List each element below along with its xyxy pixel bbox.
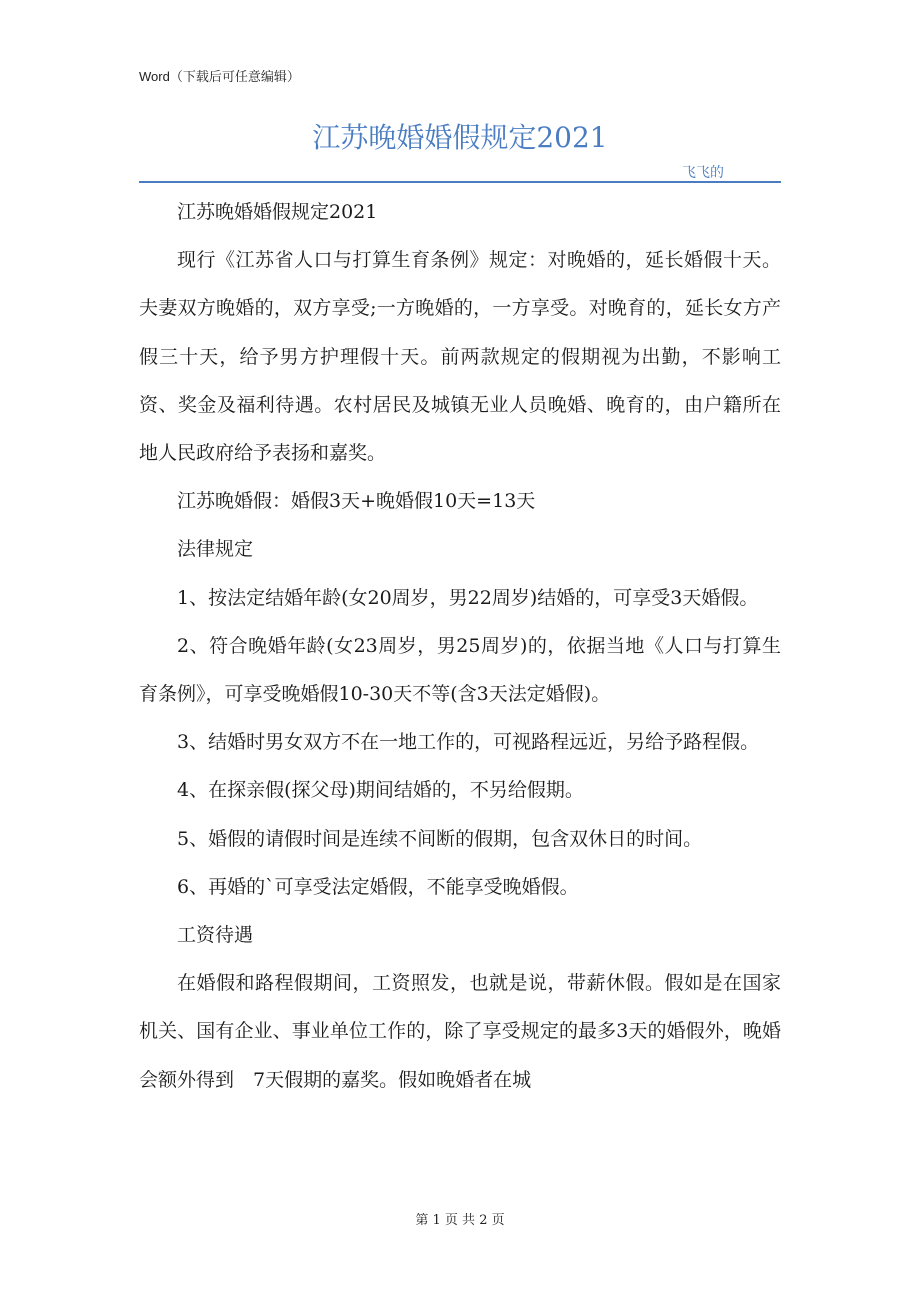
document-title: 江苏晚婚婚假规定2021 — [312, 121, 608, 154]
title-divider — [139, 181, 781, 183]
list-item-3: 3、结婚时男女双方不在一地工作的，可视路程远近，另给予路程假。 — [177, 731, 760, 754]
list-item-2: 2、符合晚婚年龄(女23周岁，男25周岁)的，依据当地《人口与打算生育条例》，可享受晚婚假10-30天不等(含3天法定婚假)。 — [139, 634, 781, 706]
list-item-6: 6、再婚的`可享受法定婚假，不能享受晚婚假。 — [177, 875, 579, 898]
author-name: 飞飞的 — [682, 165, 724, 181]
section-heading-legal: 法律规定 — [177, 538, 254, 561]
page-footer: 第 1 页 共 2 页 — [415, 1213, 505, 1228]
document-body — [139, 188, 781, 1104]
list-item-1: 1、按法定结婚年龄(女20周岁，男22周岁)结婚的，可享受3天婚假。 — [177, 586, 759, 609]
body-paragraph-heading: 江苏晚婚婚假规定2021 — [177, 201, 378, 223]
body-paragraph-regulation: 现行《江苏省人口与打算生育条例》规定：对晚婚的，延长婚假十天。夫妻双方晚婚的，双方享受;一方晚婚的，一方享受。对晚育的，延长女方产假三十天，给予男方护理假十天。前两款规定的假期视为出勤，不影响工资、奖金及福利待遇。农村居民及城镇无业人员晚婚、晚育的，由户籍所在地人民政府给予表扬和嘉奖。 — [139, 249, 781, 465]
list-item-5: 5、婚假的请假时间是连续不间断的假期，包含双休日的时间。 — [177, 827, 703, 850]
header-note: Word（下载后可任意编辑） — [139, 69, 300, 84]
section-heading-wages: 工资待遇 — [177, 924, 254, 947]
list-item-4: 4、在探亲假(探父母)期间结婚的，不另给假期。 — [177, 779, 584, 802]
body-paragraph-wages: 在婚假和路程假期间，工资照发，也就是说，带薪休假。假如是在国家机关、国有企业、事业单位工作的，除了享受规定的最多3天的婚假外，晚婚会额外得到 7天假期的嘉奖。假如晚婚者在城 — [139, 972, 781, 1091]
body-paragraph-summary: 江苏晚婚假：婚假3天+晚婚假10天=13天 — [177, 490, 536, 513]
